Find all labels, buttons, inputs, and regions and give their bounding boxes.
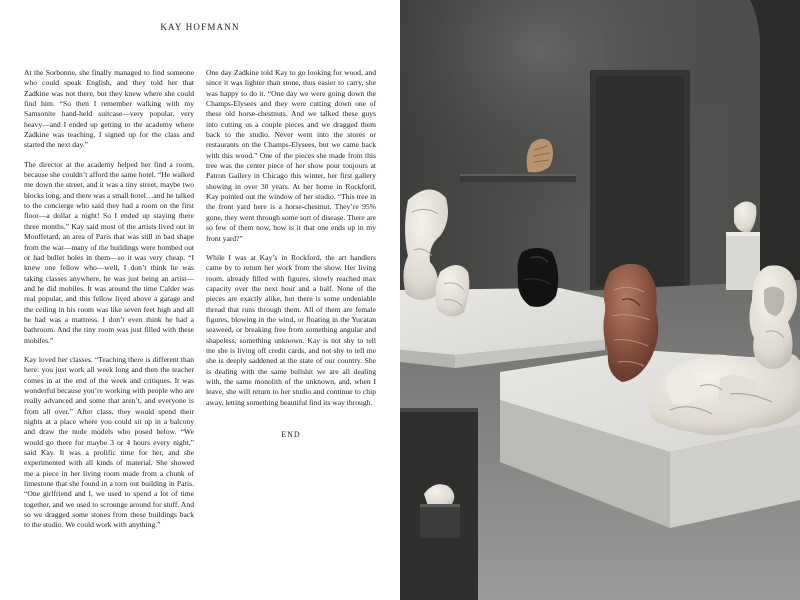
right-column [206, 68, 376, 540]
paragraph: The director at the academy helped her find a room, because she couldn’t afford the same hotel. “He walked me down the street, and it was a tiny street, maybe two blocks long, and there was a small hotel…and he talked to the concierge who said they had a room on the first floor—a dollar a night! So I ended up staying there three months.” Kay said most of the artists lived out in Mouffetard, an area of Paris that was still in bad shape from the war—many of the buildings were bombed out or had bullet holes in them—so it was very cheap. “I knew one fellow who—well, I don’t think he was taking classes anywhere, he was just being an artist—and he did mobiles. It was around the time Calder was real popular, and this fellow lived above a garage and the ceiling in his room was like seven feet high and all he had was a mattress. I don’t even think he had a bathroom. And the tiny room was just filled with these mobiles.” [24, 159, 194, 345]
article-columns [24, 68, 376, 540]
paragraph: At the Sorbonne, she finally managed to find someone who could speak English, and they told her that Zadkine was not there, but they knew where she could find him. “So then I remember walking with my Samsonite hand-held suitcase—very popular, very heavy—and I ended up getting to the academy where Zadkine was teaching. I signed up for the class and started the next day.” [24, 68, 194, 150]
paragraph: Kay loved her classes. “Teaching there is different than here: you just work all week long and then the teacher comes in at the end of the week and critiques. It was wonderful because you’re working with people who are really advanced and some that aren’t, and everyone is from all over.” After class, they would spend their nights at a place where you could sit up in a balcony and draw the nude models who posed below. “We would go there for maybe 3 or 4 hours every night,” said Kay. It was a prolific time for her, and she experimented with all kinds of material. She showed me a piece in her living room made from a chunk of limestone that she found in a torn out building in Paris. “One girlfriend and I, we used to spend a lot of time together, and we used to scrounge around for stuff. And so we dragged some stones from these buildings back to the studio. We could work with anything.” [24, 354, 194, 530]
end-mark: END [281, 430, 301, 439]
paragraph: One day Zadkine told Kay to go looking for wood, and since it was lighter than stone, thus easier to carry, she was happy to do it. “One day we were going down the Champs-Elysees and they were cutting down one of these old horse-chestnuts. And we talked these guys into cutting us a couple pieces and we dragged them back to the studio. Never went into the stores or restaurants on the Champs-Elysees, but we came back with this wood.” One of the pieces she made from this tree was the center piece of her show pour toujours at Patron Gallery in Chicago this winter, her first gallery showing in over 30 years. At her home in Rockford, Kay pointed out the window of her studio. “This tree in the front yard here is a horse-chestnut. They’re 95% gone, they went through some sort of disease. There are so few of them now, how is it that one ends up in my front yard?” [206, 68, 376, 243]
paragraph: While I was at Kay’s in Rockford, the art handlers came by to return her work from the show. Her living room, already filled with figures, slowly reached max capacity over the next hour and a half. None of the pieces are exactly alike, but there is some undeniable thread that runs through them. All of them are female figures, blowing in the wind, or floating in the Yucatan seaweed, or breaking free from something angular and shapeless, something unknown. Kay is not shy to tell me she is living off credit cards, and not shy to tell me she is deeply saddened at the state of our country. She is dealing with the same bullshit we are all dealing with, the same monolith of the unknown, and, when I leave, she will return to her studio and continue to chip away, letting something beautiful find its way through. [206, 252, 376, 407]
gallery-photo [400, 0, 800, 600]
left-column [24, 68, 194, 540]
gallery-photo-illustration [400, 0, 800, 600]
running-head: KAY HOFMANN [160, 22, 240, 32]
